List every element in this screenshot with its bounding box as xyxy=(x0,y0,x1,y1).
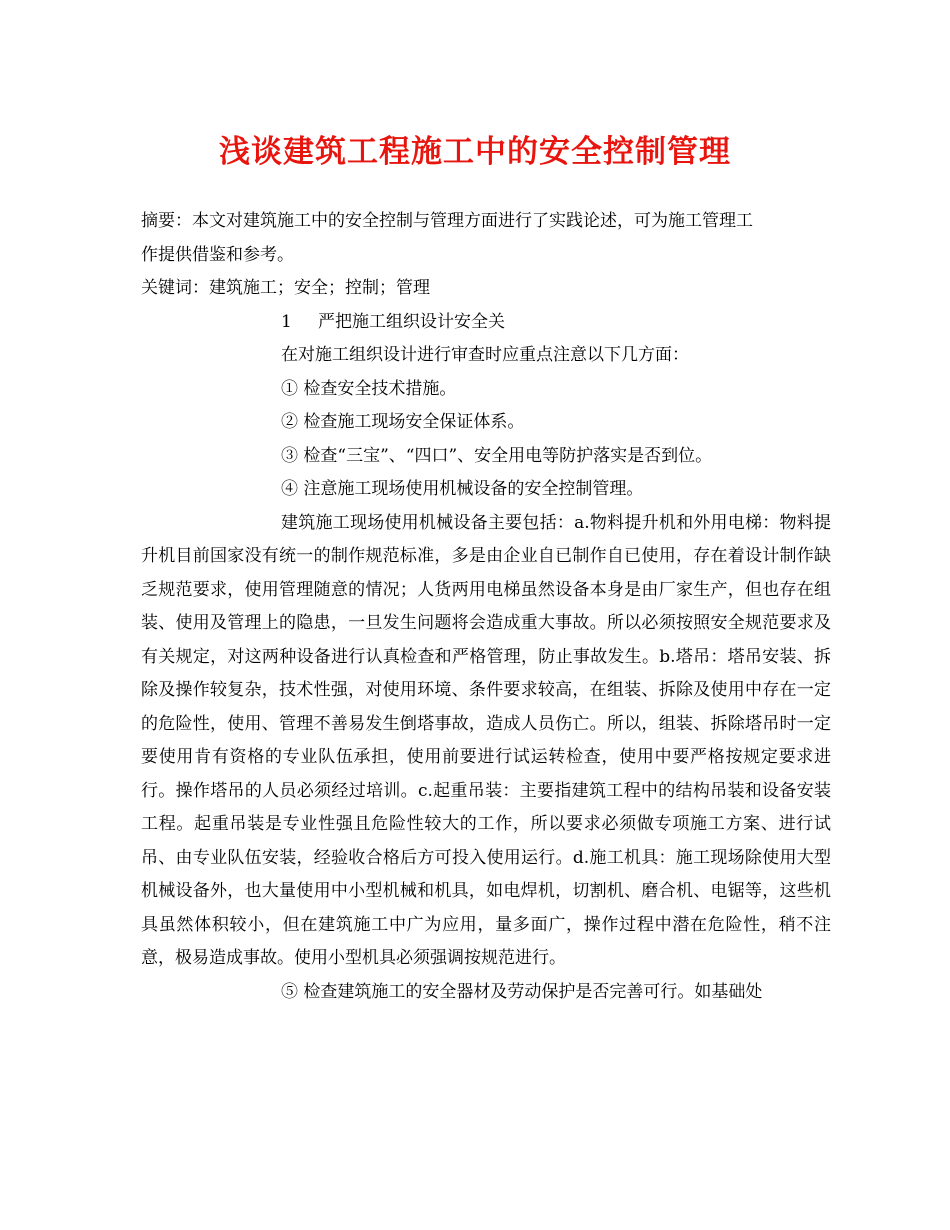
list-item-5: ⑤ 检查建筑施工的安全器材及劳动保护是否完善可行。如基础处 xyxy=(281,981,763,1002)
intro-line: 在对施工组织设计进行审查时应重点注意以下几方面： xyxy=(281,345,689,365)
keywords: 关键词：建筑施工；安全；控制；管理 xyxy=(141,278,430,298)
list-item-4: ④ 注意施工现场使用机械设备的安全控制管理。 xyxy=(281,479,644,499)
section-heading xyxy=(141,306,831,340)
abstract-line-2: 作提供借鉴和参考。 xyxy=(141,244,294,265)
list-item-1: ① 检查安全技术措施。 xyxy=(281,378,457,399)
document-body xyxy=(141,205,831,1009)
section-number: 1 xyxy=(281,311,292,332)
main-paragraph: 建筑施工现场使用机械设备主要包括：a.物料提升机和外用电梯：物料提升机目前国家没有统一的制作规范标准，多是由企业自已制作自已使用，存在着设计制作缺乏规范要求，使用管理随意的情况；人货两用电梯虽然设备本身是由厂家生产，但也存在组装、使用及管理上的隐患，一旦发生问题将会造成重大事故。所以必须按照安全规范要求及有关规定，对这两种设备进行认真检查和严格管理，防止事故发生。b.塔吊：塔吊安装、拆除及操作较复杂，技术性强，对使用环境、条件要求较高，在组装、拆除及使用中存在一定的危险性，使用、管理不善易发生倒塔事故，造成人员伤亡。所以，组装、拆除塔吊时一定要使用肯有资格的专业队伍承担，使用前要进行试运转检查，使用中要严格按规定要求进行。操作塔吊的人员必须经过培训。c.起重吊装：主要指建筑工程中的结构吊装和设备安装工程。起重吊装是专业性强且危险性较大的工作，所以要求必须做专项施工方案、进行试吊、由专业队伍安装，经验收合格后方可投入使用运行。d.施工机具：施工现场除使用大型机械设备外，也大量使用中小型机械和机具，如电焊机，切割机、磨合机、电锯等，这些机具虽然体积较小，但在建筑施工中广为应用，量多面广，操作过程中潜在危险性，稍不注意，极易造成事故。使用小型机具必须强调按规范进行。 xyxy=(141,512,831,968)
document-title: 浅谈建筑工程施工中的安全控制管理 xyxy=(219,134,731,170)
abstract-line-1: 摘要：本文对建筑施工中的安全控制与管理方面进行了实践论述，可为施工管理工 xyxy=(141,211,753,231)
section-heading-text: 严把施工组织设计安全关 xyxy=(318,311,505,332)
list-item-2: ② 检查施工现场安全保证体系。 xyxy=(281,412,525,432)
list-item-3: ③ 检查“三宝”、“四口”、安全用电等防护落实是否到位。 xyxy=(281,445,713,466)
